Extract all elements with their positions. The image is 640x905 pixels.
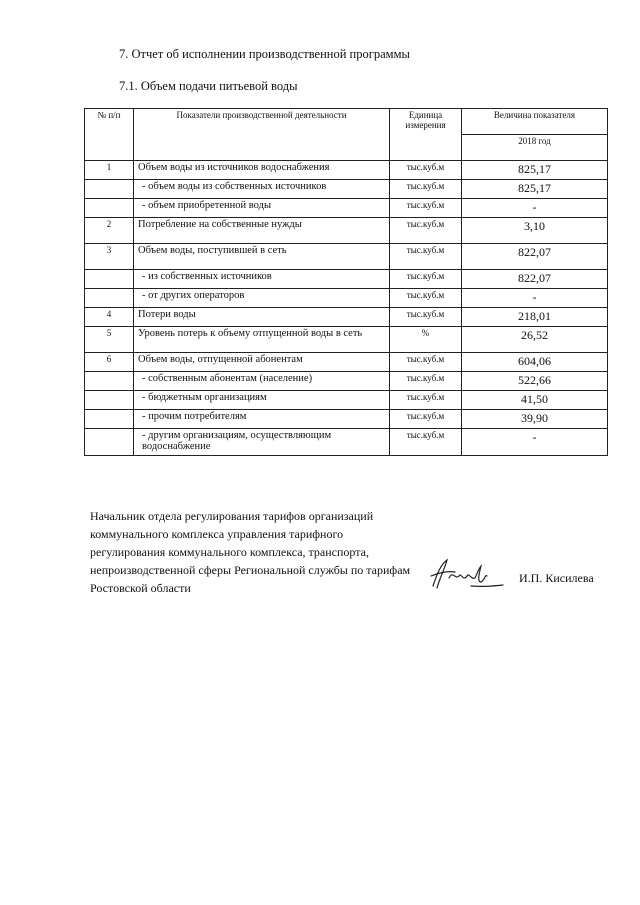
table-row: [85, 391, 608, 410]
row-num: [85, 429, 134, 456]
table-row: [85, 218, 608, 244]
row-unit: тыс.куб.м: [390, 391, 462, 410]
row-value: 604,06: [462, 353, 608, 372]
row-value: 26,52: [462, 327, 608, 353]
row-unit: тыс.куб.м: [390, 180, 462, 199]
row-unit: тыс.куб.м: [390, 161, 462, 180]
row-value: -: [462, 199, 608, 218]
row-value: 825,17: [462, 180, 608, 199]
header-unit: Единица измерения: [390, 109, 462, 161]
table-row: [85, 244, 608, 270]
table-row: [85, 353, 608, 372]
table-row: [85, 410, 608, 429]
row-unit: тыс.куб.м: [390, 218, 462, 244]
row-indicator: - объем воды из собственных источников: [134, 180, 390, 199]
signer-name: И.П. Кисилева: [519, 571, 594, 585]
row-unit: тыс.куб.м: [390, 410, 462, 429]
row-indicator: - прочим потребителям: [134, 410, 390, 429]
row-num: 2: [85, 218, 134, 244]
table-row: [85, 289, 608, 308]
row-unit: %: [390, 327, 462, 353]
row-num: 4: [85, 308, 134, 327]
row-indicator: Потери воды: [134, 308, 390, 327]
row-value: 825,17: [462, 161, 608, 180]
row-value: -: [462, 429, 608, 456]
table-row: [85, 308, 608, 327]
row-unit: тыс.куб.м: [390, 353, 462, 372]
row-value: 522,66: [462, 372, 608, 391]
table-row: [85, 199, 608, 218]
row-unit: тыс.куб.м: [390, 308, 462, 327]
row-indicator: Потребление на собственные нужды: [134, 218, 390, 244]
row-num: 6: [85, 353, 134, 372]
signer-position: Начальник отдела регулирования тарифов организаций коммунального комплекса управления тарифного регулирования коммунального комплекса, транспорта, непроизводственной сферы Региональной службы по тарифам Ростовской области: [90, 509, 411, 595]
row-value: 218,01: [462, 308, 608, 327]
row-num: 1: [85, 161, 134, 180]
row-indicator: Объем воды, отпущенной абонентам: [134, 353, 390, 372]
row-num: [85, 289, 134, 308]
header-year: 2018 год: [462, 135, 608, 161]
row-num: [85, 180, 134, 199]
section-title: 7. Отчет об исполнении производственной программы: [119, 47, 410, 61]
row-num: [85, 270, 134, 289]
row-num: 3: [85, 244, 134, 270]
row-num: [85, 391, 134, 410]
row-value: 822,07: [462, 270, 608, 289]
table-row: [85, 429, 608, 456]
row-unit: тыс.куб.м: [390, 372, 462, 391]
table-row: [85, 161, 608, 180]
handwritten-signature: [427, 556, 507, 592]
row-value: 39,90: [462, 410, 608, 429]
row-indicator: Уровень потерь к объему отпущенной воды в сеть: [134, 327, 390, 353]
row-unit: тыс.куб.м: [390, 244, 462, 270]
row-indicator: - другим организациям, осуществляющим водоснабжение: [134, 429, 390, 456]
row-value: -: [462, 289, 608, 308]
row-indicator: - из собственных источников: [134, 270, 390, 289]
row-indicator: - объем приобретенной воды: [134, 199, 390, 218]
row-indicator: - от других операторов: [134, 289, 390, 308]
row-num: 5: [85, 327, 134, 353]
row-value: 822,07: [462, 244, 608, 270]
row-num: [85, 199, 134, 218]
row-unit: тыс.куб.м: [390, 270, 462, 289]
row-unit: тыс.куб.м: [390, 199, 462, 218]
table-row: [85, 270, 608, 289]
table-row: [85, 372, 608, 391]
row-indicator: Объем воды из источников водоснабжения: [134, 161, 390, 180]
header-value-group: Величина показателя: [462, 109, 608, 135]
row-value: 3,10: [462, 218, 608, 244]
subsection-title: 7.1. Объем подачи питьевой воды: [119, 79, 298, 93]
table-row: [85, 180, 608, 199]
row-value: 41,50: [462, 391, 608, 410]
row-num: [85, 410, 134, 429]
row-indicator: - собственным абонентам (население): [134, 372, 390, 391]
row-unit: тыс.куб.м: [390, 429, 462, 456]
header-indicator: Показатели производственной деятельности: [134, 109, 390, 161]
row-indicator: - бюджетным организациям: [134, 391, 390, 410]
header-num: № п/п: [85, 109, 134, 161]
table-row: [85, 327, 608, 353]
row-unit: тыс.куб.м: [390, 289, 462, 308]
row-num: [85, 372, 134, 391]
row-indicator: Объем воды, поступившей в сеть: [134, 244, 390, 270]
water-supply-table: [84, 108, 608, 456]
